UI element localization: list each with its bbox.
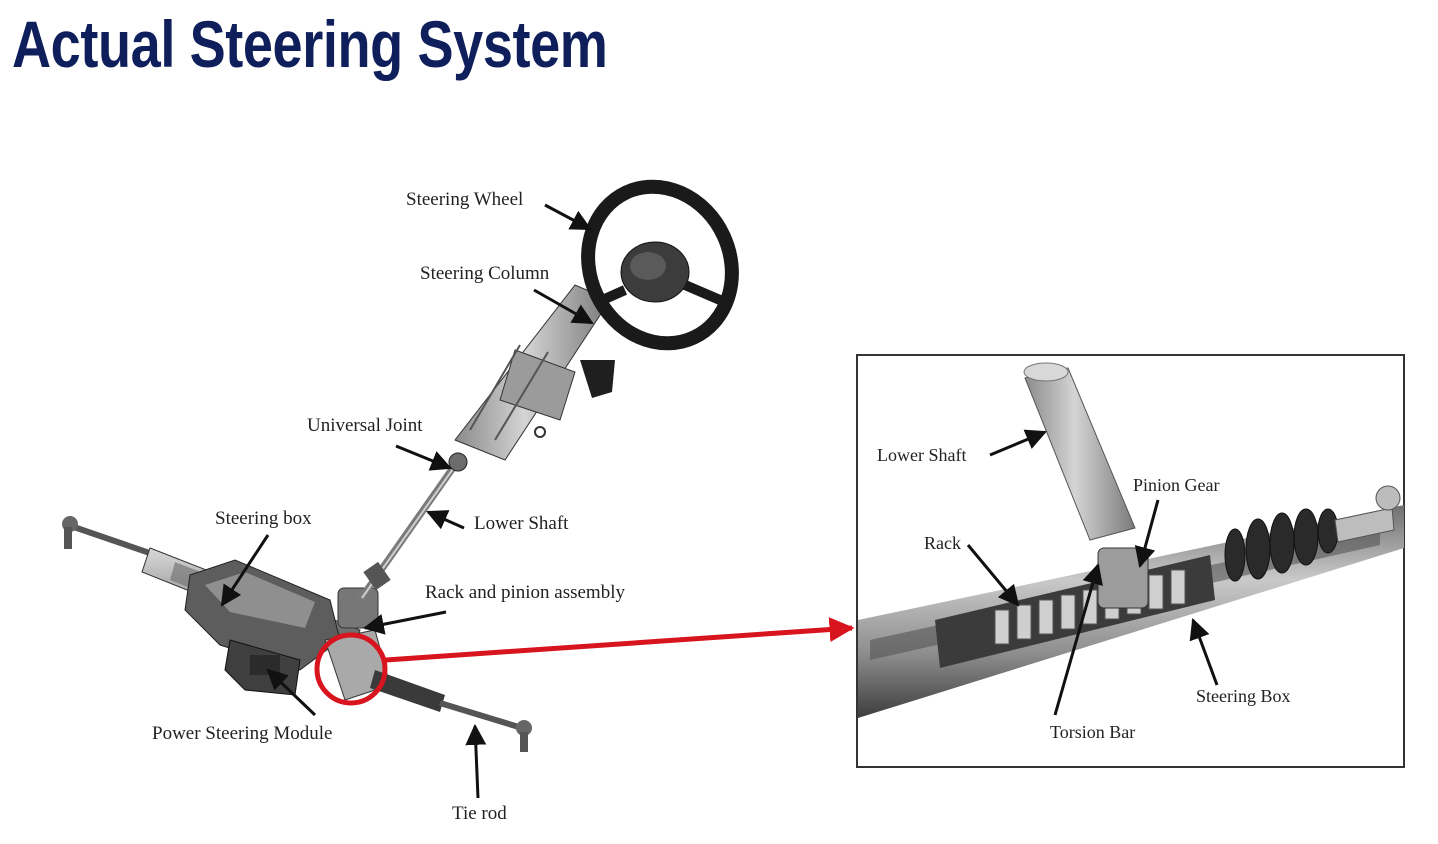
label-steering-column: Steering Column [420,263,550,284]
label-steering-box: Steering box [215,508,312,529]
inset-label-steering-box: Steering Box [1196,686,1291,706]
arrow-tie-rod [475,726,478,798]
steering-wheel [563,163,758,367]
label-rack-pinion: Rack and pinion assembly [425,582,625,603]
label-universal-joint: Universal Joint [307,415,423,436]
zoom-arrow [386,628,852,660]
inset-detail [857,355,1404,767]
steering-assembly-illustration [62,163,757,752]
inset-label-rack: Rack [924,533,961,553]
steering-column [455,285,615,460]
arrow-universal-joint [396,446,450,468]
lower-shaft [360,465,455,600]
inset-label-torsion-bar: Torsion Bar [1050,722,1136,742]
inset-label-pinion-gear: Pinion Gear [1133,475,1220,495]
main-pointer-arrows [222,205,592,798]
arrow-lower-shaft [428,512,464,528]
tie-rod-right [370,670,532,752]
arrow-steering-wheel [545,205,590,229]
universal-joint [449,453,467,471]
slide-title: Actual Steering System [12,7,608,81]
inset-label-lower-shaft: Lower Shaft [877,445,967,465]
label-lower-shaft: Lower Shaft [474,513,569,534]
label-tie-rod: Tie rod [452,803,507,824]
label-power-steering-module: Power Steering Module [152,723,333,744]
label-steering-wheel: Steering Wheel [406,189,524,210]
